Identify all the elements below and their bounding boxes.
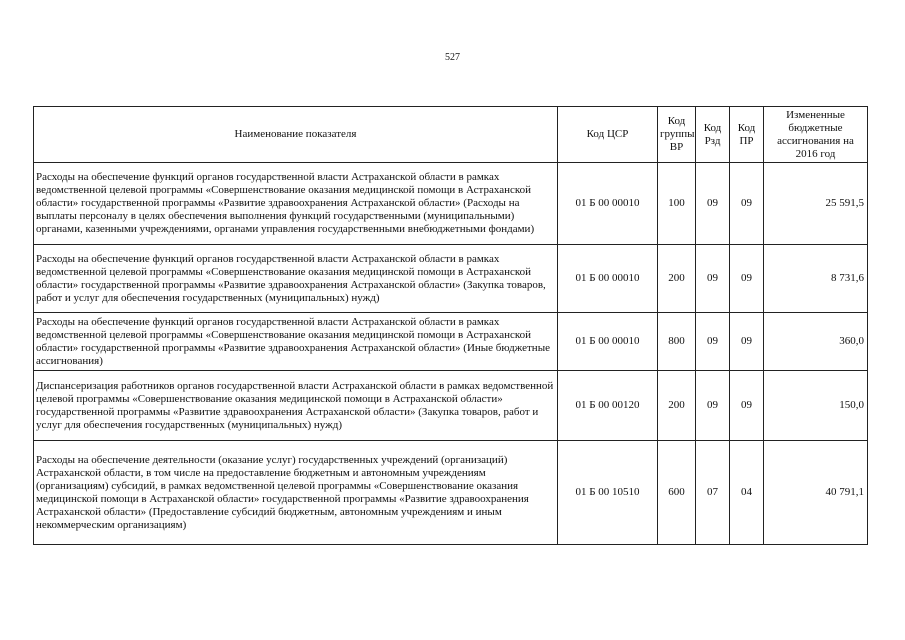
cell-rzd: 09 bbox=[696, 245, 730, 313]
cell-pr: 09 bbox=[730, 245, 764, 313]
table-row bbox=[34, 371, 868, 441]
cell-amount: 8 731,6 bbox=[764, 245, 868, 313]
header-name: Наименование показателя bbox=[34, 107, 558, 163]
header-rzd: Код Рзд bbox=[696, 107, 730, 163]
cell-csr: 01 Б 00 00010 bbox=[558, 313, 658, 371]
cell-pr: 09 bbox=[730, 371, 764, 441]
cell-vr: 200 bbox=[658, 245, 696, 313]
table-row bbox=[34, 245, 868, 313]
cell-pr: 04 bbox=[730, 441, 764, 545]
cell-vr: 600 bbox=[658, 441, 696, 545]
cell-name: Расходы на обеспечение функций органов государственной власти Астраханской области в рамках ведомственной целевой программы «Совершенствование оказания медицинской помощи в Астраханской области» государственной программы «Развитие здравоохранения Астраханской области» (Расходы на выплаты персоналу в целях обеспечения выполнения функций государственными (муниципальными) органами, казенными учреждениями, органами управления государственными внебюджетными фондами) bbox=[34, 163, 558, 245]
page-number: 527 bbox=[445, 52, 460, 63]
cell-rzd: 09 bbox=[696, 313, 730, 371]
table-row bbox=[34, 441, 868, 545]
table-row bbox=[34, 313, 868, 371]
table-row bbox=[34, 163, 868, 245]
cell-name: Диспансеризация работников органов государственной власти Астраханской области в рамках ведомственной целевой программы «Совершенствование оказания медицинской помощи в Астраханской области» государственной программы «Развитие здравоохранения Астраханской области» (Закупка товаров, работ и услуг для обеспечения государственных (муниципальных) нужд) bbox=[34, 371, 558, 441]
cell-vr: 100 bbox=[658, 163, 696, 245]
cell-pr: 09 bbox=[730, 163, 764, 245]
cell-vr: 200 bbox=[658, 371, 696, 441]
cell-rzd: 07 bbox=[696, 441, 730, 545]
cell-name: Расходы на обеспечение функций органов государственной власти Астраханской области в рамках ведомственной целевой программы «Совершенствование оказания медицинской помощи в Астраханской области» государственной программы «Развитие здравоохранения Астраханской области» (Закупка товаров, работ и услуг для обеспечения государственных (муниципальных) нужд) bbox=[34, 245, 558, 313]
cell-csr: 01 Б 00 00120 bbox=[558, 371, 658, 441]
cell-rzd: 09 bbox=[696, 371, 730, 441]
cell-pr: 09 bbox=[730, 313, 764, 371]
header-vr: Код группы ВР bbox=[658, 107, 696, 163]
budget-table bbox=[33, 106, 868, 545]
cell-csr: 01 Б 00 10510 bbox=[558, 441, 658, 545]
cell-csr: 01 Б 00 00010 bbox=[558, 245, 658, 313]
cell-name: Расходы на обеспечение функций органов государственной власти Астраханской области в рамках ведомственной целевой программы «Совершенствование оказания медицинской помощи в Астраханской области» государственной программы «Развитие здравоохранения Астраханской области» (Иные бюджетные ассигнования) bbox=[34, 313, 558, 371]
cell-amount: 25 591,5 bbox=[764, 163, 868, 245]
cell-amount: 360,0 bbox=[764, 313, 868, 371]
cell-name: Расходы на обеспечение деятельности (оказание услуг) государственных учреждений (организаций) Астраханской области, в том числе на предоставление бюджетным и автономным учреждениям (организациям) субсидий, в рамках ведомственной целевой программы «Совершенствование оказания медицинской помощи в Астраханской области» государственной программы «Развитие здравоохранения Астраханской области» (Предоставление субсидий бюджетным, автономным учреждениям и иным некоммерческим организациям) bbox=[34, 441, 558, 545]
header-pr: Код ПР bbox=[730, 107, 764, 163]
header-amount: Измененные бюджетные ассигнования на 2016 год bbox=[764, 107, 868, 163]
table-header-row bbox=[34, 107, 868, 163]
cell-rzd: 09 bbox=[696, 163, 730, 245]
cell-csr: 01 Б 00 00010 bbox=[558, 163, 658, 245]
header-csr: Код ЦСР bbox=[558, 107, 658, 163]
cell-vr: 800 bbox=[658, 313, 696, 371]
cell-amount: 40 791,1 bbox=[764, 441, 868, 545]
cell-amount: 150,0 bbox=[764, 371, 868, 441]
